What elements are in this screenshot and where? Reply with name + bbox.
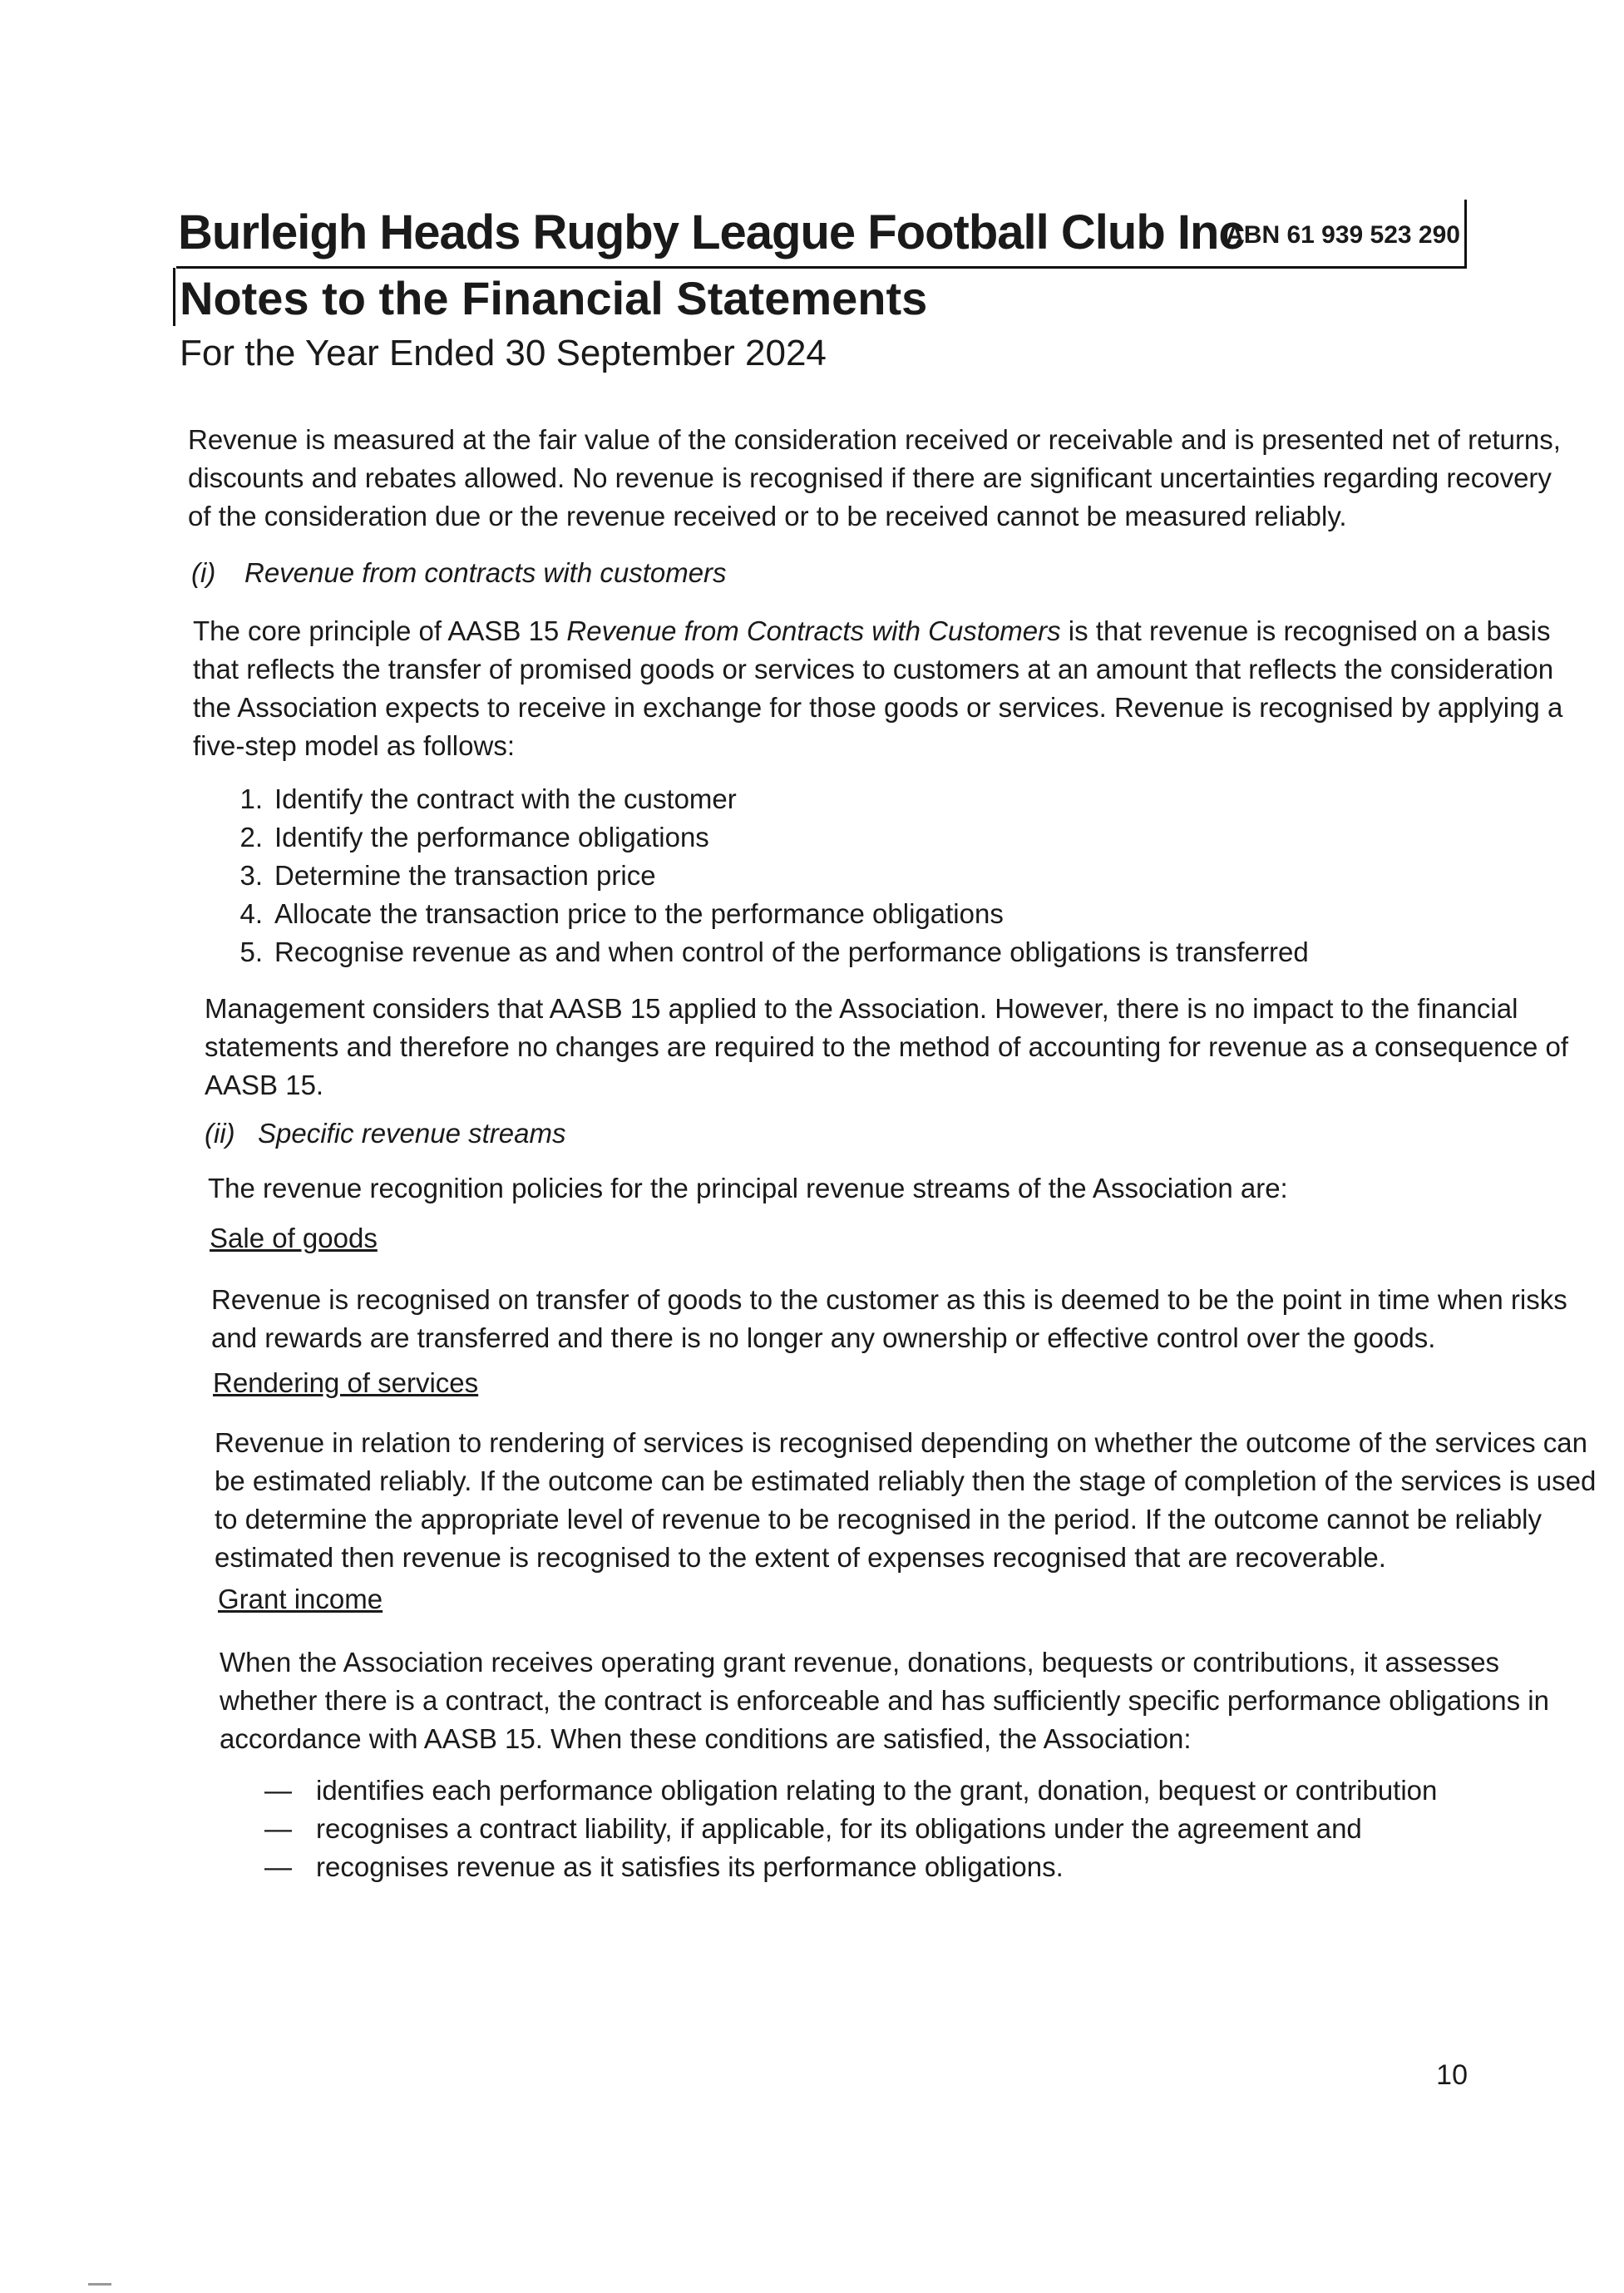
management-line: AASB 15. bbox=[205, 1070, 324, 1100]
dash-list-item bbox=[264, 1851, 1064, 1883]
sale-of-goods-heading: Sale of goods bbox=[210, 1223, 378, 1253]
management-line: Management considers that AASB 15 applied to the Association. However, there is no impact to the financial bbox=[205, 993, 1518, 1024]
list-number: 5. bbox=[239, 936, 263, 967]
page-title: Notes to the Financial Statements bbox=[180, 272, 928, 324]
list-item bbox=[216, 936, 1309, 968]
dash-item-text: identifies each performance obligation relating to the grant, donation, bequest or contribution bbox=[316, 1775, 1438, 1806]
scan-artifact-mark bbox=[88, 2283, 111, 2286]
list-number: 4. bbox=[239, 898, 263, 929]
list-item bbox=[216, 898, 1004, 930]
page-number: 10 bbox=[1436, 2059, 1468, 2091]
dash-item-text: recognises a contract liability, if applicable, for its obligations under the agreement and bbox=[316, 1813, 1362, 1844]
list-number: 2. bbox=[239, 822, 263, 852]
grant-income-line: When the Association receives operating grant revenue, donations, bequests or contributions, it assesses bbox=[220, 1647, 1500, 1678]
intro-line: of the consideration due or the revenue received or to be received cannot be measured reliably. bbox=[188, 501, 1347, 531]
section-i-line: five-step model as follows: bbox=[193, 730, 515, 761]
text-run: is that revenue is recognised on a basis bbox=[1060, 615, 1551, 646]
list-item bbox=[216, 860, 656, 892]
rendering-line: estimated then revenue is recognised to the extent of expenses recognised that are recoverable. bbox=[215, 1542, 1386, 1573]
section-i-title: Revenue from contracts with customers bbox=[244, 557, 727, 588]
list-number: 3. bbox=[239, 860, 263, 891]
section-i-line: that reflects the transfer of promised goods or services to customers at an amount that reflects the consideration bbox=[193, 654, 1554, 684]
list-text: Recognise revenue as and when control of the performance obligations is transferred bbox=[274, 936, 1309, 967]
dash-list-item bbox=[264, 1813, 1362, 1845]
list-text: Allocate the transaction price to the performance obligations bbox=[274, 898, 1004, 929]
title-left-rule bbox=[173, 268, 175, 326]
dash-item-text: recognises revenue as it satisfies its performance obligations. bbox=[316, 1851, 1064, 1882]
list-item bbox=[216, 822, 709, 853]
section-ii-title: Specific revenue streams bbox=[258, 1118, 566, 1149]
management-line: statements and therefore no changes are required to the method of accounting for revenue as a consequence of bbox=[205, 1031, 1569, 1062]
list-item bbox=[216, 783, 737, 815]
text-run: The core principle of AASB 15 bbox=[193, 615, 567, 646]
section-ii-heading bbox=[205, 1118, 566, 1149]
dash-marker: — bbox=[264, 1813, 292, 1844]
page-subtitle: For the Year Ended 30 September 2024 bbox=[180, 333, 827, 373]
section-ii-number: (ii) bbox=[205, 1118, 235, 1149]
rendering-of-services-heading: Rendering of services bbox=[213, 1367, 479, 1398]
dash-list-item bbox=[264, 1775, 1437, 1806]
section-i-number: (i) bbox=[191, 557, 216, 588]
abn-number: ABN 61 939 523 290 bbox=[1226, 221, 1460, 249]
list-text: Identify the performance obligations bbox=[274, 822, 709, 852]
section-ii-intro: The revenue recognition policies for the principal revenue streams of the Association are: bbox=[208, 1173, 1288, 1203]
dash-marker: — bbox=[264, 1775, 292, 1806]
section-i-line: the Association expects to receive in exchange for those goods or services. Revenue is recognised by applying a bbox=[193, 692, 1563, 723]
grant-income-line: accordance with AASB 15. When these conditions are satisfied, the Association: bbox=[220, 1723, 1192, 1754]
intro-line: discounts and rebates allowed. No revenue is recognised if there are significant uncertainties regarding recovery bbox=[188, 462, 1552, 493]
section-i-heading bbox=[191, 557, 727, 589]
dash-marker: — bbox=[264, 1851, 292, 1882]
list-text: Determine the transaction price bbox=[274, 860, 656, 891]
rendering-line: to determine the appropriate level of revenue to be recognised in the period. If the outcome cannot be reliably bbox=[215, 1504, 1543, 1534]
intro-line: Revenue is measured at the fair value of the consideration received or receivable and is presented net of returns, bbox=[188, 424, 1561, 455]
sale-of-goods-line: and rewards are transferred and there is no longer any ownership or effective control over the goods. bbox=[211, 1322, 1436, 1353]
grant-income-line: whether there is a contract, the contract is enforceable and has sufficiently specific performance obligations in bbox=[220, 1685, 1549, 1716]
list-text: Identify the contract with the customer bbox=[274, 783, 737, 814]
header-right-rule bbox=[1464, 200, 1467, 269]
sale-of-goods-line: Revenue is recognised on transfer of goods to the customer as this is deemed to be the point in time when risks bbox=[211, 1284, 1567, 1315]
rendering-line: be estimated reliably. If the outcome can be estimated reliably then the stage of completion of the services is used bbox=[215, 1465, 1597, 1496]
list-number: 1. bbox=[239, 783, 263, 814]
section-i-line bbox=[193, 612, 1550, 650]
rendering-line: Revenue in relation to rendering of services is recognised depending on whether the outcome of the services can bbox=[215, 1427, 1587, 1458]
club-name: Burleigh Heads Rugby League Football Club Inc bbox=[178, 205, 1245, 259]
grant-income-heading: Grant income bbox=[218, 1584, 383, 1614]
header-row bbox=[176, 200, 1467, 269]
italic-standard-name: Revenue from Contracts with Customers bbox=[566, 615, 1061, 646]
